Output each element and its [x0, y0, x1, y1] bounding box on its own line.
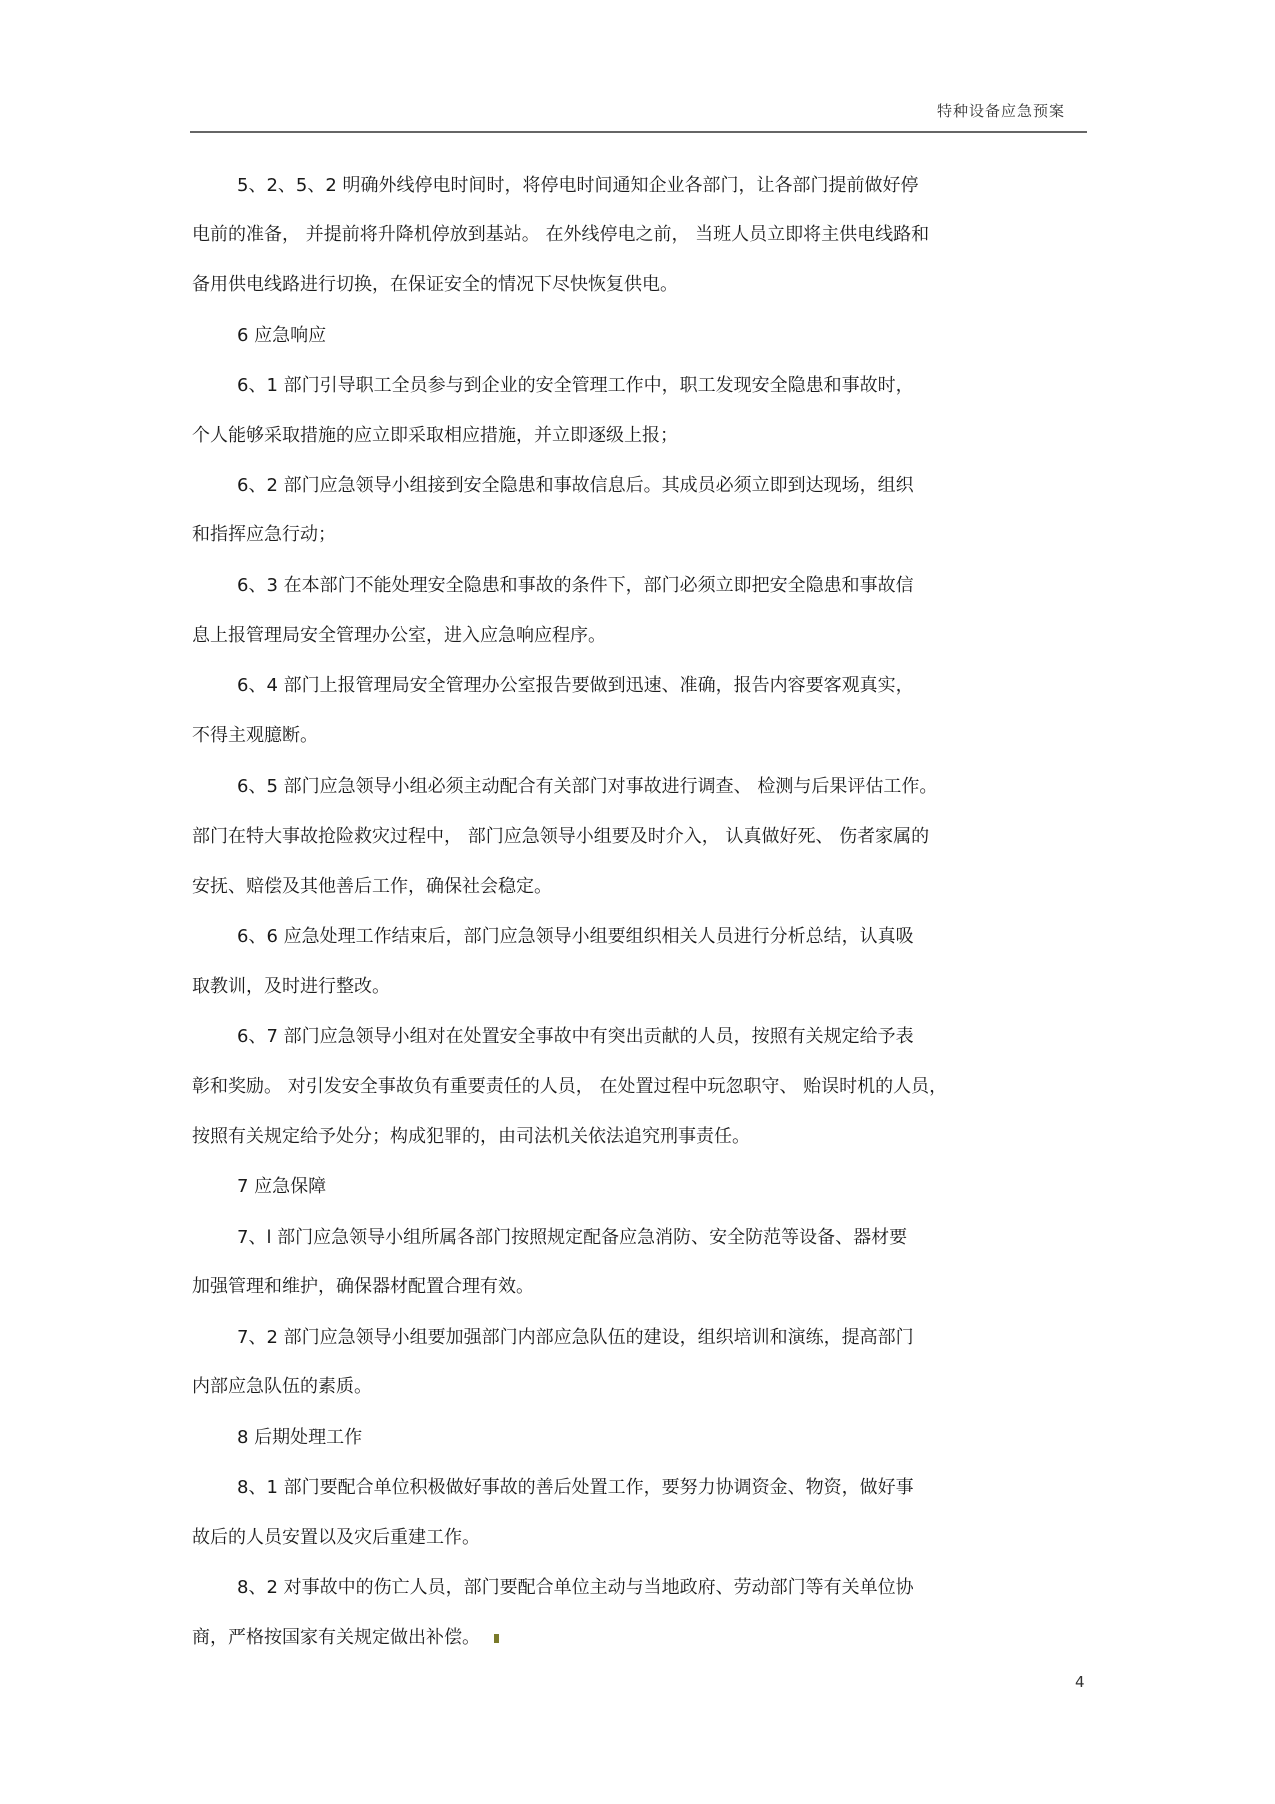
text-line: 按照有关规定给予处分；构成犯罪的，由司法机关依法追究刑事责任。: [192, 1126, 750, 1147]
text-line: 8、1 部门要配合单位积极做好事故的善后处置工作，要努力协调资金、物资，做好事: [237, 1477, 914, 1498]
text-line-content: 商，严格按国家有关规定做出补偿。: [192, 1627, 480, 1648]
section-heading: 6 应急响应: [237, 325, 327, 346]
text-line: 6、3 在本部门不能处理安全隐患和事故的条件下，部门必须立即把安全隐患和事故信: [237, 575, 914, 596]
page-header-title: 特种设备应急预案: [936, 102, 1065, 120]
mark-icon: [494, 1634, 499, 1643]
text-line: 6、2 部门应急领导小组接到安全隐患和事故信息后。其成员必须立即到达现场，组织: [237, 475, 914, 496]
text-line: 加强管理和维护，确保器材配置合理有效。: [192, 1276, 534, 1297]
text-line: 6、1 部门引导职工全员参与到企业的安全管理工作中，职工发现安全隐患和事故时，: [237, 375, 914, 396]
text-line: 取教训，及时进行整改。: [192, 976, 390, 997]
text-line: 安抚、赔偿及其他善后工作，确保社会稳定。: [192, 876, 552, 897]
text-line: 8、2 对事故中的伤亡人员，部门要配合单位主动与当地政府、劳动部门等有关单位协: [237, 1577, 914, 1598]
text-line: 不得主观臆断。: [192, 725, 318, 746]
text-line: 个人能够采取措施的应立即采取相应措施，并立即逐级上报；: [192, 425, 678, 446]
text-line: 7、l 部门应急领导小组所属各部门按照规定配备应急消防、安全防范等设备、器材要: [237, 1227, 908, 1248]
text-line: 6、4 部门上报管理局安全管理办公室报告要做到迅速、准确，报告内容要客观真实，: [237, 675, 914, 696]
text-line: 部门在特大事故抢险救灾过程中， 部门应急领导小组要及时介入， 认真做好死、 伤者家属的: [192, 826, 930, 847]
text-line: 备用供电线路进行切换，在保证安全的情况下尽快恢复供电。: [192, 274, 678, 295]
text-line: 内部应急队伍的素质。: [192, 1376, 372, 1397]
text-line: 5、2、5、2 明确外线停电时间时，将停电时间通知企业各部门，让各部门提前做好停: [237, 175, 919, 196]
header-rule: [190, 131, 1087, 133]
text-line: 彰和奖励。 对引发安全事故负有重要责任的人员， 在处置过程中玩忽职守、 贻误时机的人员，: [192, 1076, 948, 1097]
text-line: 故后的人员安置以及灾后重建工作。: [192, 1527, 480, 1548]
text-line: 电前的准备， 并提前将升降机停放到基站。 在外线停电之前， 当班人员立即将主供电线路和: [192, 224, 930, 245]
text-line: 6、7 部门应急领导小组对在处置安全事故中有突出贡献的人员，按照有关规定给予表: [237, 1026, 914, 1047]
text-line: 6、5 部门应急领导小组必须主动配合有关部门对事故进行调查、 检测与后果评估工作。: [237, 776, 938, 797]
section-heading: 8 后期处理工作: [237, 1427, 363, 1448]
section-heading: 7 应急保障: [237, 1176, 327, 1197]
text-line: 6、6 应急处理工作结束后，部门应急领导小组要组织相关人员进行分析总结，认真吸: [237, 926, 914, 947]
text-line: 7、2 部门应急领导小组要加强部门内部应急队伍的建设，组织培训和演练，提高部门: [237, 1327, 914, 1348]
text-line: 息上报管理局安全管理办公室，进入应急响应程序。: [192, 625, 606, 646]
text-line: [192, 1626, 499, 1650]
page-number: 4: [1075, 1673, 1085, 1691]
text-line: 和指挥应急行动；: [192, 524, 336, 545]
